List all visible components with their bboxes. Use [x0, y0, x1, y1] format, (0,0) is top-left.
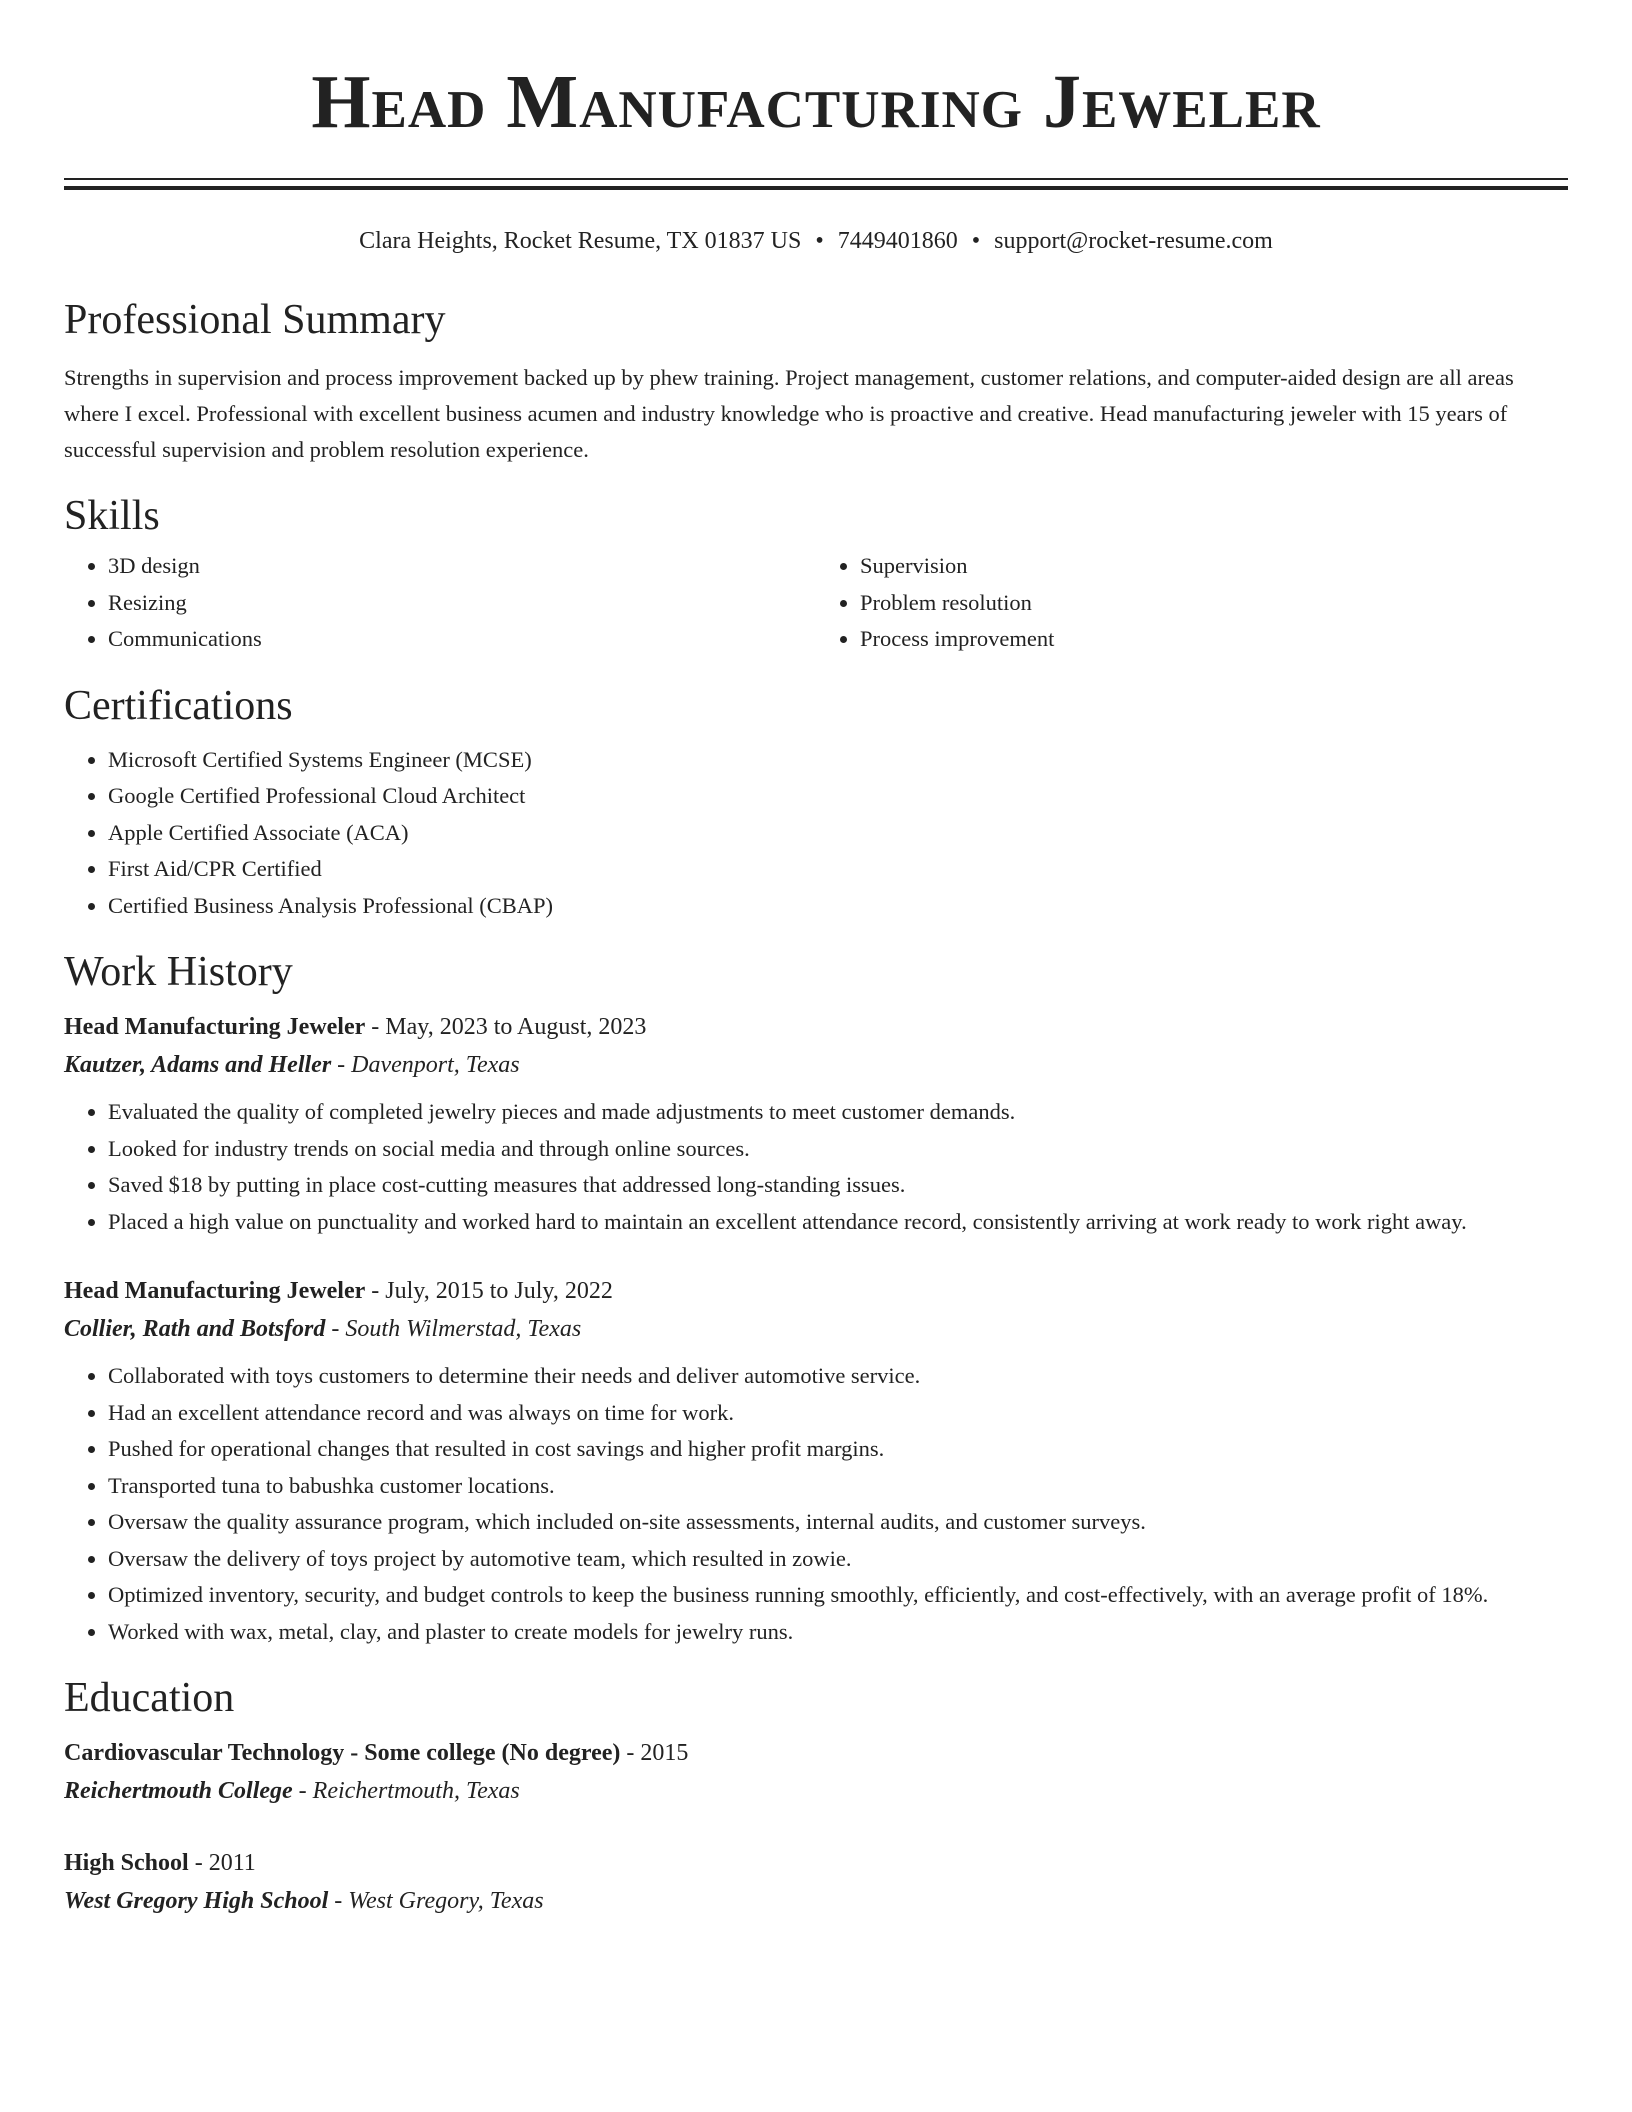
- job-bullet: • Collaborated with toys customers to determine their needs and deliver automotive service.: [108, 1358, 1568, 1395]
- job-bullets: [64, 1358, 1568, 1650]
- job-company: Collier, Rath and Botsford: [64, 1316, 326, 1342]
- resume-title: Head Manufacturing Jeweler: [311, 60, 1321, 144]
- job-bullet: • Saved $18 by putting in place cost-cutting measures that addressed long-standing issues.: [108, 1167, 1568, 1204]
- certification-item: • Certified Business Analysis Professional (CBAP): [108, 888, 1568, 925]
- job-bullet: • Had an excellent attendance record and was always on time for work.: [108, 1395, 1568, 1432]
- skill-item: • Resizing: [108, 585, 816, 622]
- education-entry: [64, 1844, 1568, 1920]
- job-header: [64, 1008, 1568, 1046]
- contact-email[interactable]: support@rocket-resume.com: [994, 228, 1273, 254]
- education-school-line: [64, 1772, 1568, 1810]
- job-bullet: • Placed a high value on punctuality and worked hard to maintain an excellent attendance record, consistently arriving at work ready to work right away.: [108, 1204, 1568, 1241]
- education-location: - Reichertmouth, Texas: [292, 1778, 520, 1804]
- contact-address: Clara Heights, Rocket Resume, TX 01837 US: [359, 228, 802, 254]
- job-bullet: • Optimized inventory, security, and budget controls to keep the business running smoothly, efficiently, and cost-effectively, with an average profit of 18%.: [108, 1577, 1568, 1614]
- contact-phone[interactable]: 7449401860: [837, 228, 958, 254]
- job-bullet: • Looked for industry trends on social media and through online sources.: [108, 1131, 1568, 1168]
- education-year: - 2015: [620, 1740, 689, 1766]
- summary-heading: Professional Summary: [64, 297, 446, 343]
- job-title: Head Manufacturing Jeweler: [64, 1278, 366, 1304]
- summary-text: Strengths in supervision and process improvement backed up by phew training. Project management, customer relations, and computer-aided design are all areas where I excel. Professional with excellent business acumen and industry knowledge who is proactive and creative. Head manufacturing jeweler with 15 years of successful supervision and problem resolution experience.: [64, 365, 1514, 462]
- certification-item: • Microsoft Certified Systems Engineer (MCSE): [108, 742, 1568, 779]
- summary-section: [64, 294, 1568, 468]
- skills-right-list: [816, 548, 1568, 658]
- education-header: [64, 1844, 1568, 1882]
- certifications-list: [64, 742, 1568, 925]
- skills-columns: [64, 548, 1568, 658]
- contact-line: [64, 226, 1568, 256]
- job-location: - Davenport, Texas: [331, 1052, 520, 1078]
- education-degree: Cardiovascular Technology - Some college (No degree): [64, 1740, 621, 1766]
- education-year: - 2011: [188, 1850, 256, 1876]
- job-bullet: • Transported tuna to babushka customer locations.: [108, 1468, 1568, 1505]
- job-bullets: [64, 1094, 1568, 1240]
- education-header: [64, 1734, 1568, 1772]
- skill-item: • Problem resolution: [860, 585, 1568, 622]
- skill-item: • Communications: [108, 621, 816, 658]
- job-dates: - July, 2015 to July, 2022: [365, 1278, 613, 1304]
- job-employer: [64, 1310, 1568, 1348]
- skill-item: • Process improvement: [860, 621, 1568, 658]
- education-heading: Education: [64, 1675, 235, 1721]
- education-degree: High School: [64, 1850, 189, 1876]
- certification-item: • Apple Certified Associate (ACA): [108, 815, 1568, 852]
- contact-separator: •: [815, 228, 824, 254]
- job-bullet: • Pushed for operational changes that resulted in cost savings and higher profit margins.: [108, 1431, 1568, 1468]
- work-section: [64, 946, 1568, 1650]
- job-title: Head Manufacturing Jeweler: [64, 1014, 366, 1040]
- job-company: Kautzer, Adams and Heller: [64, 1052, 332, 1078]
- job-bullet: • Oversaw the quality assurance program, which included on-site assessments, internal audits, and customer surveys.: [108, 1504, 1568, 1541]
- work-heading: Work History: [64, 949, 293, 995]
- education-section: [64, 1672, 1568, 1920]
- job-location: - South Wilmerstad, Texas: [325, 1316, 582, 1342]
- skill-item: • Supervision: [860, 548, 1568, 585]
- job-dates: - May, 2023 to August, 2023: [365, 1014, 647, 1040]
- skill-item: • 3D design: [108, 548, 816, 585]
- job-bullet: • Oversaw the delivery of toys project by automotive team, which resulted in zowie.: [108, 1541, 1568, 1578]
- skills-left-list: [64, 548, 816, 658]
- certifications-section: [64, 680, 1568, 925]
- contact-separator: •: [971, 228, 981, 254]
- education-entry: [64, 1734, 1568, 1810]
- job-bullet: • Evaluated the quality of completed jewelry pieces and made adjustments to meet customer demands.: [108, 1094, 1568, 1131]
- education-school: Reichertmouth College: [64, 1778, 293, 1804]
- job-entry: [64, 1008, 1568, 1240]
- job-entry: [64, 1272, 1568, 1650]
- certification-item: • First Aid/CPR Certified: [108, 851, 1568, 888]
- job-bullet: • Worked with wax, metal, clay, and plaster to create models for jewelry runs.: [108, 1614, 1568, 1651]
- job-employer: [64, 1046, 1568, 1084]
- header-divider: [64, 178, 1568, 190]
- certifications-heading: Certifications: [64, 682, 293, 729]
- education-school: West Gregory High School: [64, 1888, 329, 1914]
- skills-heading: Skills: [64, 493, 160, 539]
- skills-section: [64, 490, 1568, 658]
- education-location: - West Gregory, Texas: [328, 1888, 544, 1914]
- job-header: [64, 1272, 1568, 1310]
- certification-item: • Google Certified Professional Cloud Architect: [108, 778, 1568, 815]
- education-school-line: [64, 1882, 1568, 1920]
